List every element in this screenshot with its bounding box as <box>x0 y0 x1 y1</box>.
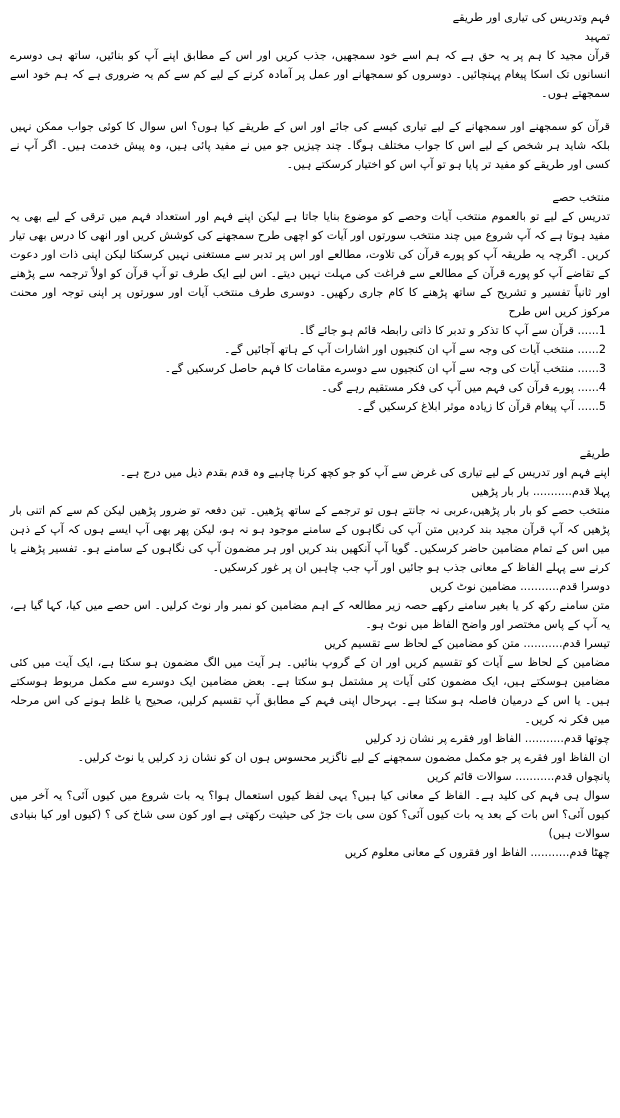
step-heading <box>10 577 610 596</box>
step-separator: ........... <box>515 770 555 783</box>
step-separator: ........... <box>520 580 560 593</box>
step-heading <box>10 482 610 501</box>
step-number: دوسرا قدم <box>559 580 610 593</box>
spacer <box>10 174 610 188</box>
step-text: سوال ہی فہم کی کلید ہے۔ الفاظ کے معانی کیا ہیں؟ یہی لفظ کیوں استعمال ہوا؟ یہ بات شروع میں کیوں آئی؟ یہ آخر میں کیوں آئی؟ اس بات کے بعد یہ بات کیوں آئی؟ کون سی بات جڑ کی حیثیت رکھتی ہے اور کون سی شاخ کی ؟ (کیوں اور کیا بنیادی سوالات ہیں) <box>10 789 610 840</box>
intro-paragraph-1: قرآن مجید کا ہم پر یہ حق ہے کہ ہم اسے خود سمجھیں، جذب کریں اور اس کے مطابق اپنے آپ کو بنائیں، ساتھ ہی دوسرے انسانوں تک اسکا پیغام پہنچائیں۔ دوسروں کو سمجھانے اور عمل پر آمادہ کرنے کے لیے کم سے کم یہ ضروری ہے کہ ہم خود اسے سمجھتے ہوں۔ <box>10 49 610 100</box>
step-title: الفاظ اور فقرے پر نشان زد کرلیں <box>365 732 525 745</box>
step-title: سوالات قائم کریں <box>426 770 516 783</box>
step-number: پانچواں قدم <box>554 770 610 783</box>
step-title: متن کو مضامین کے لحاظ سے تقسیم کریں <box>324 637 524 650</box>
step-text: ان الفاظ اور فقرے پر جو مکمل مضمون سمجھنے کے لیے ناگزیر محسوس ہوں ان کو نشان زد کرلیں یا نوٹ کرلیں۔ <box>77 751 610 764</box>
benefit-item: 2...... منتخب آیات کی وجہ سے آپ ان کنجیوں اور اشارات آپ کے ہاتھ آجائیں گے۔ <box>223 343 606 356</box>
benefits-list <box>10 321 610 416</box>
method-intro: اپنے فہم اور تدریس کے لیے تیاری کی غرض سے آپ کو جو کچھ کرنا چاہیے وہ قدم بقدم ذیل میں درج ہے۔ <box>119 466 610 479</box>
step-heading <box>10 729 610 748</box>
step-separator: ........... <box>532 485 572 498</box>
step-text: مضامین کے لحاظ سے آیات کو تقسیم کریں اور ان کے گروپ بنائیں۔ ہر آیت میں الگ مضمون ہو سکتا ہے، ایک آیت میں کئی مضامین ہوسکتے ہیں، ایک مضمون کئی آیات پر مشتمل ہو سکتا ہے۔ بعض مضامین ایک دوسرے سے مکمل مربوط ہوسکتے ہیں۔ یا اس کے درمیان فاصلہ ہو سکتا ہے۔ بہرحال اپنی فہم کے مطابق آپ تقسیم کرلیں، صحیح یا غلط ہونے کی اس مرحلہ میں فکر نہ کریں۔ <box>10 656 610 726</box>
benefit-item: 4...... پورے قرآن کی فہم میں آپ کی فکر مستقیم رہے گی۔ <box>321 381 606 394</box>
step-title: مضامین نوٹ کریں <box>429 580 521 593</box>
step-number: پہلا قدم <box>571 485 610 498</box>
intro-paragraph-2: قرآن کو سمجھنے اور سمجھانے کے لیے تیاری کیسے کی جائے اور اس کے طریقے کیا ہوں؟ اس سوال کا کوئی جواب ممکن نہیں بلکہ شاید ہر شخص کے لیے اس کا جواب مختلف ہوگا۔ چند چیزیں جو میں نے مفید پائی ہیں، وہ پیش خدمت ہیں۔ اگر آپ نے کسی اور طریقے کو مفید تر پایا ہو تو آپ اس کو اختیار کرسکتے ہیں۔ <box>10 120 610 171</box>
step-separator: ........... <box>530 846 570 859</box>
steps-list <box>10 482 610 862</box>
step-heading <box>10 634 610 653</box>
intro-heading: تمہید <box>584 30 610 43</box>
benefit-item: 1...... قرآن سے آپ کا تذکر و تدبر کا ذاتی رابطہ قائم ہو جائے گا۔ <box>298 324 606 337</box>
document-title: فہم وتدریس کی تیاری اور طریقے <box>452 11 610 24</box>
step-separator: ........... <box>524 732 564 745</box>
step-title: بار بار پڑھیں <box>471 485 533 498</box>
step-title: الفاظ اور فقروں کے معانی معلوم کریں <box>344 846 531 859</box>
spacer <box>10 103 610 117</box>
spacer <box>10 416 610 444</box>
step-number: چھٹا قدم <box>569 846 610 859</box>
selected-paragraph: تدریس کے لیے تو بالعموم منتخب آیات وحصے کو موضوع بنایا جاتا ہے لیکن اپنے فہم اور استعداد فہم میں ترقی کے لیے بھی یہ مفید ہوتا ہے کہ آپ شروع میں چند منتخب سورتوں اور آیات کو اچھی طرح سمجھنے کی کوشش کریں اور انھی کا درس بھی تیار کریں۔ اگرچہ یہ طریقہ آپ کو پورے قرآن کی تلاوت، مطالعے اور اس پر تدبر سے مستغنی نہیں کرسکتا لیکن اپنی ذات اور دعوت کے تقاضے آپ کو پورے قرآن کے مطالعے سے فراغت کی مہلت نہیں دیتے۔ اس لیے ایک طرف تو آپ قرآن کو اولاً ترجمہ سے پڑھنے اور ثانیاً تفسیر و تشریح کے ساتھ پڑھنے کا کام جاری رکھیں۔ دوسری طرف منتخب آیات اور سورتوں پر اپنی توجہ اور محنت مرکوز کریں اس طرح <box>10 210 610 318</box>
step-text: منتخب حصے کو بار بار پڑھیں،عربی نہ جانتے ہوں تو ترجمے کے ساتھ پڑھیں۔ تین دفعہ تو ضرور پڑھیں لیکن کم سے کم اتنی بار پڑھیں کہ آپ قرآن مجید بند کردیں متن آپ کی نگاہوں کے سامنے موجود ہو نہ ہو، لیکن پھر بھی آپ ایسے ہوں کہ آپ کے ذہن میں اس کے تمام مضامین حاضر کرسکیں۔ گویا آپ آنکھیں بند کریں اور ہر مضمون آپ کی نگاہوں کے سامنے ہو۔ تفسیر پڑھنے یا کرنے سے پہلے الفاظ کے معانی جذب ہو جائیں اور آپ جب چاہیں ان پر غور کرسکیں۔ <box>10 504 610 574</box>
selected-heading: منتخب حصے <box>552 191 610 204</box>
step-heading <box>10 843 610 862</box>
benefit-item: 5...... آپ پیغام قرآن کا زیادہ موثر ابلاغ کرسکیں گے۔ <box>356 400 606 413</box>
step-number: چوتھا قدم <box>563 732 610 745</box>
method-heading: طریقے <box>579 447 610 460</box>
step-separator: ........... <box>523 637 563 650</box>
benefit-item: 3...... منتخب آیات کی وجہ سے آپ ان کنجیوں سے دوسرے مقامات کا فہم حاصل کرسکیں گے۔ <box>164 362 606 375</box>
step-text: متن سامنے رکھ کر یا بغیر سامنے رکھے حصہ زیر مطالعہ کے اہم مضامین کو نمبر وار نوٹ کرلیں۔ اس حصے میں کیا، کہا گیا ہے، یہ آپ کے پاس مختصر اور واضح الفاظ میں نوٹ ہو۔ <box>10 599 610 631</box>
step-number: تیسرا قدم <box>562 637 610 650</box>
step-heading <box>10 767 610 786</box>
